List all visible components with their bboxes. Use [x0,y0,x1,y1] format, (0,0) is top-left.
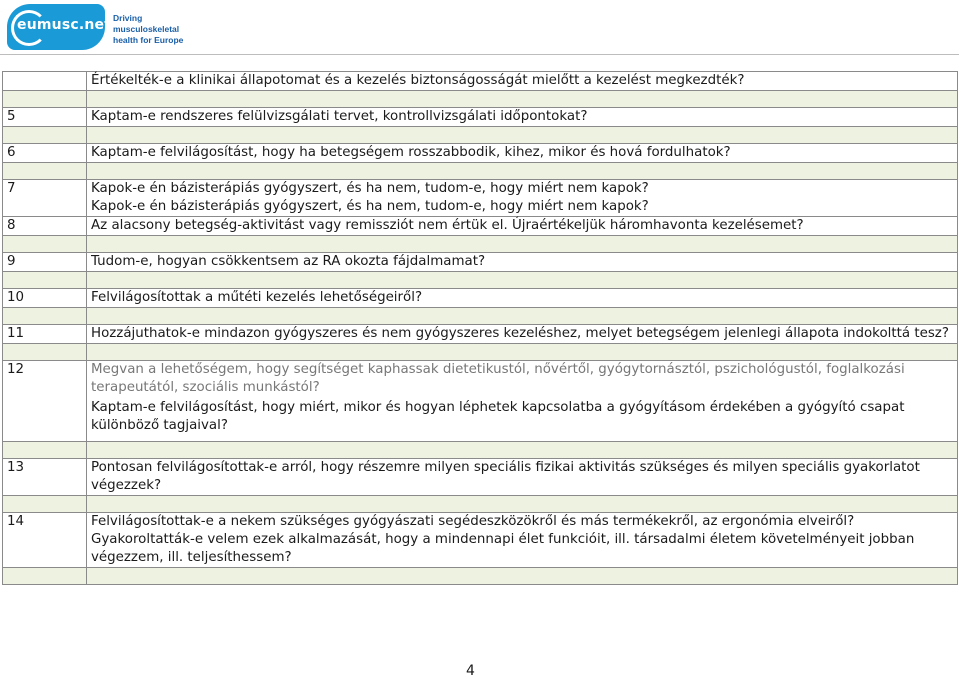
spacer-row [3,163,958,180]
question-text: Hozzájuthatok-e mindazon gyógyszeres és nem gyógyszeres kezeléshez, melyet betegségem jelenlegi állapota indokolttá tesz? [87,325,958,344]
spacer-row [3,442,958,459]
row-number [3,72,87,91]
question-line-1: Kapok-e én bázisterápiás gyógyszert, és ha nem, tudom-e, hogy miért nem kapok? [91,181,649,196]
spacer-row [3,127,958,144]
spacer-row [3,496,958,513]
table-row [3,289,958,308]
table-row [3,180,958,217]
question-line-2: Gyakoroltatták-e velem ezek alkalmazását, hogy a mindennapi élet funkcióit, ill. társadalmi életem követelményeit jobban végezzem, ill. teljesíthessem? [91,532,915,565]
table-row [3,144,958,163]
table-row [3,217,958,236]
question-text: Pontosan felvilágosítottak-e arról, hogy részemre milyen speciális fizikai aktivitás szükséges és milyen speciális gyakorlatot végezzek? [87,459,958,496]
question-line-2: Kapok-e én bázisterápiás gyógyszert, és ha nem, tudom-e, hogy miért nem kapok? [91,199,649,214]
table-row [3,108,958,127]
row-number: 9 [3,253,87,272]
spacer-row [3,236,958,253]
row-number: 11 [3,325,87,344]
question-text [87,180,958,217]
page-number: 4 [466,663,475,679]
spacer-row [3,568,958,585]
checklist-table [2,71,958,585]
question-text: Értékelték-e a klinikai állapotomat és a kezelés biztonságosságát mielőtt a kezelést megkezdték? [87,72,958,91]
tagline-line-1: Driving musculoskeletal [113,13,180,34]
table-row [3,72,958,91]
spacer-row [3,344,958,361]
table-row [3,513,958,568]
table-row [3,459,958,496]
logo-text: eumusc.net [17,17,112,33]
question-text: Tudom-e, hogyan csökkentsem az RA okozta fájdalmamat? [87,253,958,272]
eumusc-logo [7,4,207,52]
table-row [3,325,958,344]
header-divider [0,54,959,55]
question-line-1: Megvan a lehetőségem, hogy segítséget kaphassak dietetikustól, nővértől, gyógytornásztól, pszichológustól, foglalkozási terapeutától, szociális munkástól? [91,362,905,395]
table-row [3,253,958,272]
question-text: Kaptam-e felvilágosítást, hogy ha betegségem rosszabbodik, kihez, mikor és hová fordulhatok? [87,144,958,163]
question-text: Kaptam-e rendszeres felülvizsgálati tervet, kontrollvizsgálati időpontokat? [87,108,958,127]
logo-tagline [113,13,207,46]
row-number: 12 [3,361,87,442]
tagline-line-2: health for Europe [113,35,184,45]
table-row [3,361,958,442]
spacer-row [3,91,958,108]
row-number: 7 [3,180,87,217]
spacer-row [3,308,958,325]
row-number: 5 [3,108,87,127]
row-number: 14 [3,513,87,568]
question-text: Felvilágosítottak a műtéti kezelés lehetőségeiről? [87,289,958,308]
logo-badge [7,4,112,50]
question-text [87,361,958,442]
spacer-row [3,272,958,289]
question-text [87,513,958,568]
question-text: Az alacsony betegség-aktivitást vagy remissziót nem értük el. Újraértékeljük háromhavonta kezelésemet? [87,217,958,236]
row-number: 13 [3,459,87,496]
row-number: 8 [3,217,87,236]
row-number: 10 [3,289,87,308]
question-line-1: Felvilágosítottak-e a nekem szükséges gyógyászati segédeszközökről és más termékekről, az ergonómia elveiről? [91,514,855,529]
question-line-2: Kaptam-e felvilágosítást, hogy miért, mikor és hogyan léphetek kapcsolatba a gyógyításom érdekében a gyógyító csapat különböző tagjaival? [91,400,905,433]
row-number: 6 [3,144,87,163]
